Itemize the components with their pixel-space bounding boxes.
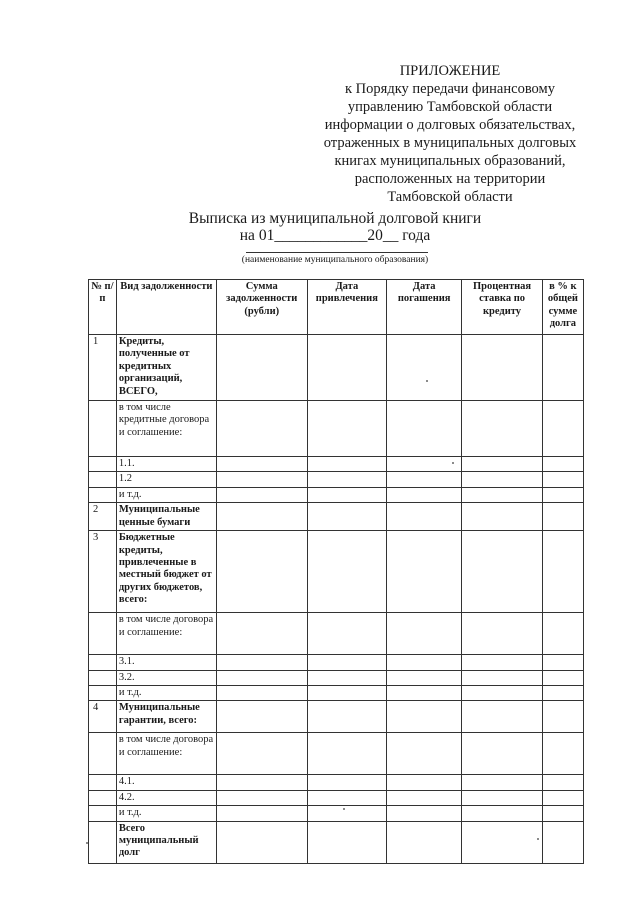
table-row [89,401,584,457]
debt-type-cell: Муниципальные ценные бумаги [116,503,216,531]
column-header-debt-amount: Сумма задолженности (рубли) [216,280,307,335]
debt-type-cell: 4.2. [116,790,216,805]
interest-rate-cell[interactable] [462,806,542,821]
debt-amount-cell[interactable] [216,335,307,401]
interest-rate-cell[interactable] [462,503,542,531]
share-of-debt-cell[interactable] [542,686,583,701]
column-header-date-repaid: Дата погашения [387,280,462,335]
interest-rate-cell[interactable] [462,457,542,472]
row-number-cell [89,733,117,775]
date-raised-cell[interactable] [307,487,386,502]
interest-rate-cell[interactable] [462,775,542,790]
interest-rate-cell[interactable] [462,790,542,805]
date-repaid-cell[interactable] [387,613,462,655]
table-row [89,670,584,685]
share-of-debt-cell[interactable] [542,775,583,790]
share-of-debt-cell[interactable] [542,335,583,401]
row-number-cell [89,790,117,805]
debt-amount-cell[interactable] [216,503,307,531]
document-date-line: на 01____________20__ года [239,227,431,244]
column-header-debt-type: Вид задолженности [116,280,216,335]
date-repaid-cell[interactable] [387,335,462,401]
date-raised-cell[interactable] [307,335,386,401]
scan-speck [343,808,345,810]
interest-rate-cell[interactable] [462,655,542,670]
interest-rate-cell[interactable] [462,487,542,502]
date-raised-cell[interactable] [307,655,386,670]
interest-rate-cell[interactable] [462,335,542,401]
debt-type-cell: в том числе договора и соглашение: [116,613,216,655]
date-raised-cell[interactable] [307,503,386,531]
row-number-cell [89,655,117,670]
table-row [89,335,584,401]
date-repaid-cell[interactable] [387,531,462,613]
date-repaid-cell[interactable] [387,821,462,863]
date-raised-cell[interactable] [307,821,386,863]
date-raised-cell[interactable] [307,457,386,472]
share-of-debt-cell[interactable] [542,487,583,502]
appendix-line: Тамбовской области [387,189,513,205]
share-of-debt-cell[interactable] [542,806,583,821]
table-header-row [89,280,584,335]
debt-amount-cell[interactable] [216,487,307,502]
share-of-debt-cell[interactable] [542,670,583,685]
share-of-debt-cell[interactable] [542,701,583,733]
debt-amount-cell[interactable] [216,701,307,733]
column-header-share-of-debt: в % к общей сумме долга [542,280,583,335]
debt-type-cell: и т.д. [116,806,216,821]
date-repaid-cell[interactable] [387,806,462,821]
debt-type-cell: и т.д. [116,686,216,701]
date-raised-cell[interactable] [307,733,386,775]
appendix-header [300,62,600,206]
date-raised-cell[interactable] [307,670,386,685]
debt-amount-cell[interactable] [216,790,307,805]
date-repaid-cell[interactable] [387,670,462,685]
share-of-debt-cell[interactable] [542,821,583,863]
appendix-line: к Порядку передачи финансовому [345,81,555,97]
appendix-line: управлению Тамбовской области [347,99,553,115]
scan-speck [426,380,428,382]
debt-type-cell: 3.1. [116,655,216,670]
date-repaid-cell[interactable] [387,401,462,457]
debt-table [88,279,584,864]
debt-amount-cell[interactable] [216,733,307,775]
interest-rate-cell[interactable] [462,821,542,863]
appendix-title: ПРИЛОЖЕНИЕ [399,63,501,79]
document-title: Выписка из муниципальной долговой книги [188,210,482,227]
share-of-debt-cell[interactable] [542,457,583,472]
debt-amount-cell[interactable] [216,670,307,685]
row-number-cell [89,670,117,685]
row-number-cell [89,487,117,502]
table-row [89,686,584,701]
table-row [89,487,584,502]
scan-speck [452,462,454,464]
interest-rate-cell[interactable] [462,701,542,733]
share-of-debt-cell[interactable] [542,472,583,487]
table-row [89,821,584,863]
date-raised-cell[interactable] [307,472,386,487]
share-of-debt-cell[interactable] [542,613,583,655]
date-raised-cell[interactable] [307,775,386,790]
municipality-name-caption: (наименование муниципального образования) [241,255,429,265]
document-heading [120,210,550,244]
debt-amount-cell[interactable] [216,401,307,457]
interest-rate-cell[interactable] [462,686,542,701]
appendix-line: расположенных на территории [354,171,546,187]
table-row [89,457,584,472]
share-of-debt-cell[interactable] [542,401,583,457]
date-raised-cell[interactable] [307,686,386,701]
debt-amount-cell[interactable] [216,457,307,472]
debt-type-cell: 4.1. [116,775,216,790]
row-number-cell: 3 [89,531,117,613]
row-number-cell: 1 [89,335,117,401]
column-header-number: № п/п [89,280,117,335]
row-number-cell [89,613,117,655]
debt-amount-cell[interactable] [216,472,307,487]
interest-rate-cell[interactable] [462,401,542,457]
interest-rate-cell[interactable] [462,531,542,613]
debt-amount-cell[interactable] [216,775,307,790]
table-row [89,655,584,670]
row-number-cell [89,821,117,863]
debt-type-cell: и т.д. [116,487,216,502]
date-repaid-cell[interactable] [387,701,462,733]
date-raised-cell[interactable] [307,806,386,821]
debt-type-cell: Бюджетные кредиты, привлеченные в местный бюджет от других бюджетов, всего: [116,531,216,613]
date-repaid-cell[interactable] [387,503,462,531]
share-of-debt-cell[interactable] [542,503,583,531]
row-number-cell [89,457,117,472]
date-raised-cell[interactable] [307,790,386,805]
interest-rate-cell[interactable] [462,613,542,655]
table-row [89,775,584,790]
debt-type-cell: Муниципальные гарантии, всего: [116,701,216,733]
debt-amount-cell[interactable] [216,686,307,701]
scan-speck [537,838,539,840]
interest-rate-cell[interactable] [462,733,542,775]
debt-amount-cell[interactable] [216,655,307,670]
table-row [89,701,584,733]
table-row [89,806,584,821]
debt-type-cell: 1.2 [116,472,216,487]
appendix-line: отраженных в муниципальных долговых [323,135,577,151]
municipality-name-line [246,252,428,253]
row-number-cell [89,401,117,457]
share-of-debt-cell[interactable] [542,531,583,613]
debt-type-cell: Кредиты, полученные от кредитных организаций, ВСЕГО, [116,335,216,401]
debt-type-cell: Всего муниципальный долг [116,821,216,863]
debt-type-cell: в том числе договора и соглашение: [116,733,216,775]
table-row [89,790,584,805]
share-of-debt-cell[interactable] [542,790,583,805]
debt-table-body [89,335,584,864]
table-row [89,613,584,655]
debt-type-cell: 1.1. [116,457,216,472]
date-repaid-cell[interactable] [387,733,462,775]
debt-amount-cell[interactable] [216,613,307,655]
date-repaid-cell[interactable] [387,655,462,670]
row-number-cell: 4 [89,701,117,733]
date-raised-cell[interactable] [307,401,386,457]
date-raised-cell[interactable] [307,701,386,733]
date-raised-cell[interactable] [307,531,386,613]
table-row [89,733,584,775]
share-of-debt-cell[interactable] [542,655,583,670]
table-row [89,531,584,613]
date-repaid-cell[interactable] [387,686,462,701]
column-header-date-raised: Дата привлечения [307,280,386,335]
row-number-cell [89,686,117,701]
debt-type-cell: 3.2. [116,670,216,685]
interest-rate-cell[interactable] [462,670,542,685]
table-row [89,503,584,531]
share-of-debt-cell[interactable] [542,733,583,775]
table-row [89,472,584,487]
appendix-line: информации о долговых обязательствах, [324,117,576,133]
appendix-line: книгах муниципальных образований, [334,153,566,169]
debt-amount-cell[interactable] [216,821,307,863]
column-header-interest-rate: Процентная ставка по кредиту [462,280,542,335]
date-raised-cell[interactable] [307,613,386,655]
date-repaid-cell[interactable] [387,775,462,790]
date-repaid-cell[interactable] [387,487,462,502]
date-repaid-cell[interactable] [387,472,462,487]
row-number-cell: 2 [89,503,117,531]
row-number-cell [89,806,117,821]
row-number-cell [89,775,117,790]
debt-amount-cell[interactable] [216,806,307,821]
debt-type-cell: в том числе кредитные договора и соглашение: [116,401,216,457]
row-number-cell [89,472,117,487]
date-repaid-cell[interactable] [387,457,462,472]
interest-rate-cell[interactable] [462,472,542,487]
debt-amount-cell[interactable] [216,531,307,613]
date-repaid-cell[interactable] [387,790,462,805]
scan-speck [86,842,88,844]
